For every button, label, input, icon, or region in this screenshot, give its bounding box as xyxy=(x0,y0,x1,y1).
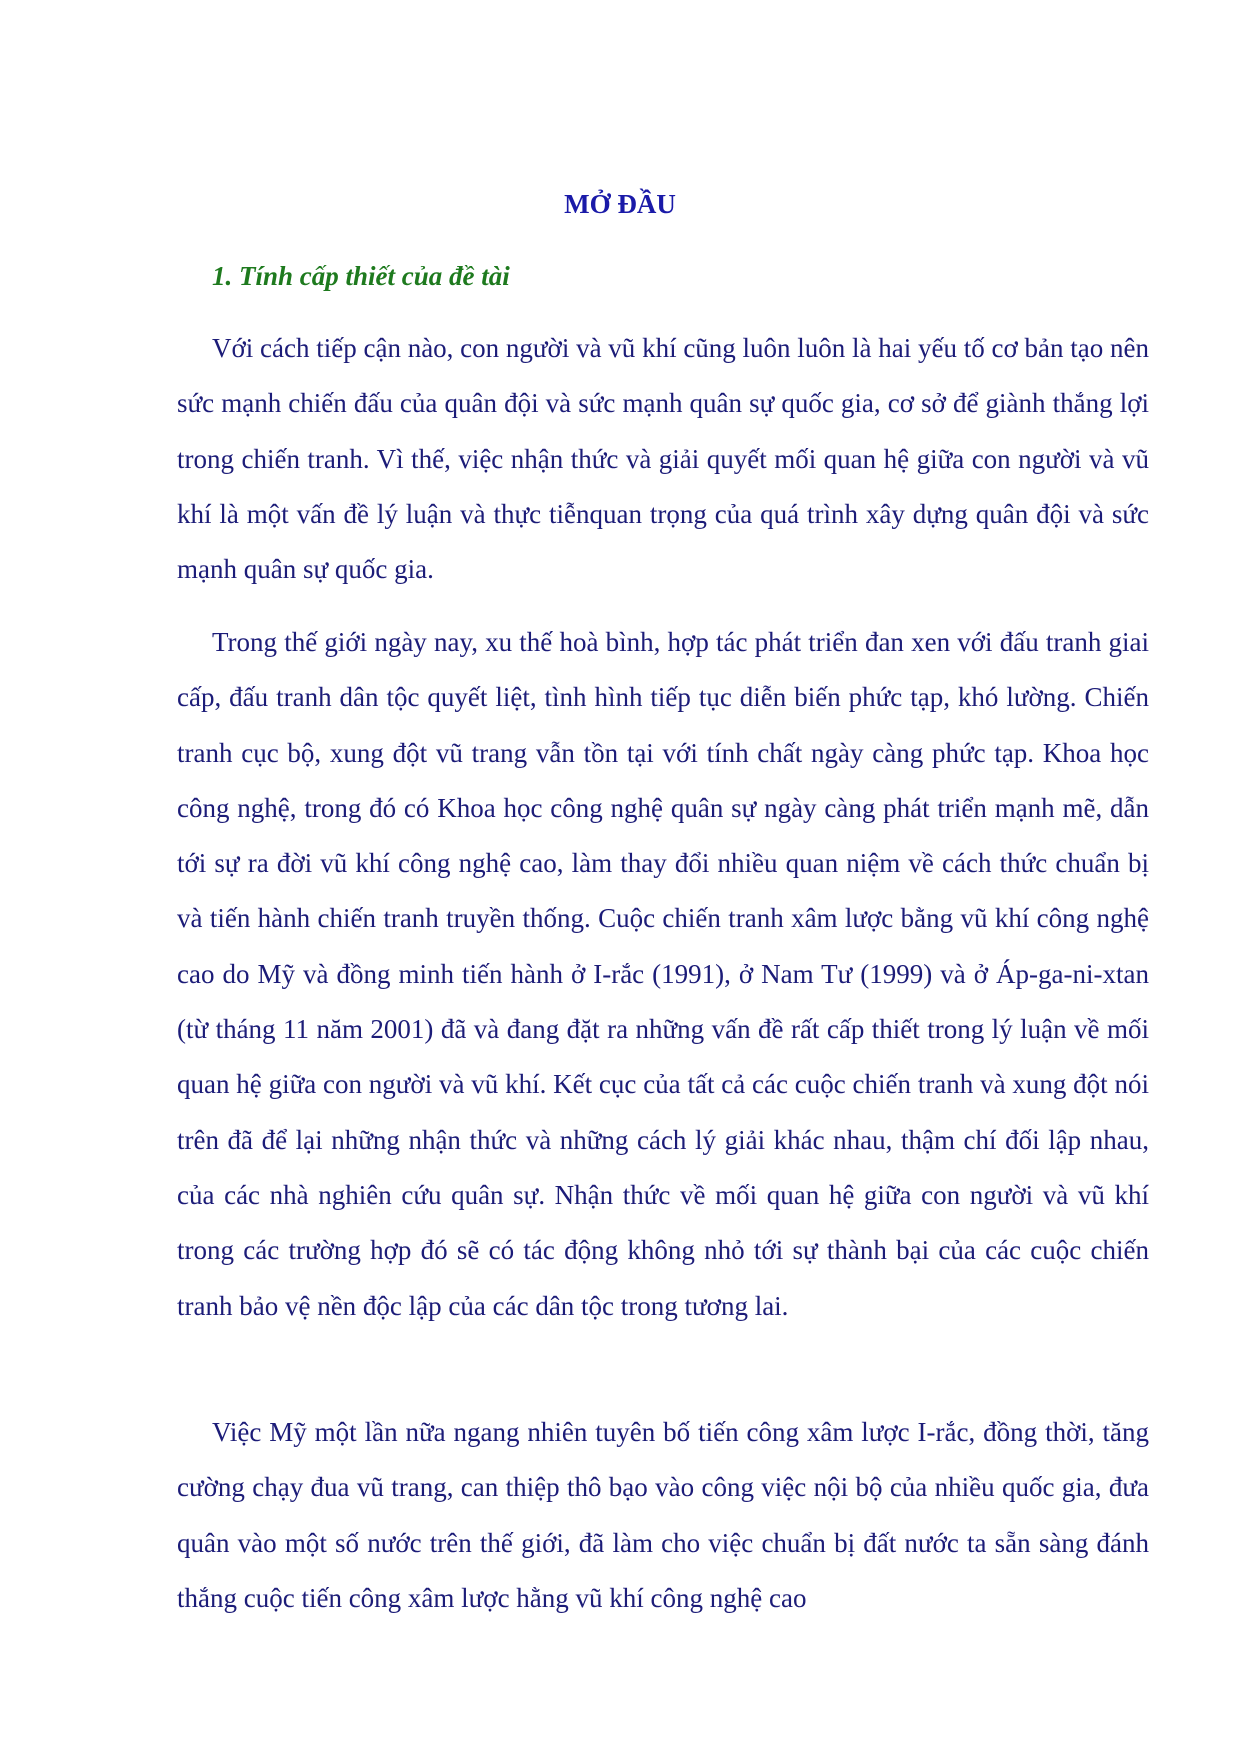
paragraph-3: Việc Mỹ một lần nữa ngang nhiên tuyên bố tiến công xâm lược I-rắc, đồng thời, tăng cường chạy đua vũ trang, can thiệp thô bạo vào công việc nội bộ của nhiều quốc gia, đưa quân vào một số nước trên thế giới, đã làm cho việc chuẩn bị đất nước ta sẵn sàng đánh thắng cuộc tiến công xâm lược hằng vũ khí công nghệ cao xyxy=(177,1417,1149,1613)
paragraph-2: Trong thế giới ngày nay, xu thế hoà bình, hợp tác phát triển đan xen với đấu tranh giai cấp, đấu tranh dân tộc quyết liệt, tình hình tiếp tục diễn biến phức tạp, khó lường. Chiến tranh cục bộ, xung đột vũ trang vẫn tồn tại với tính chất ngày càng phức tạp. Khoa học công nghệ, trong đó có Khoa học công nghệ quân sự ngày càng phát triển mạnh mẽ, dẫn tới sự ra đời vũ khí công nghệ cao, làm thay đổi nhiều quan niệm về cách thức chuẩn bị và tiến hành chiến tranh truyền thống. Cuộc chiến tranh xâm lược bằng vũ khí công nghệ cao do Mỹ và đồng minh tiến hành ở I-rắc (1991), ở Nam Tư (1999) và ở Áp-ga-ni-xtan (từ tháng 11 năm 2001) đã và đang đặt ra những vấn đề rất cấp thiết trong lý luận về mối quan hệ giữa con người và vũ khí. Kết cục của tất cả các cuộc chiến tranh và xung đột nói trên đã để lại những nhận thức và những cách lý giải khác nhau, thậm chí đối lập nhau, của các nhà nghiên cứu quân sự. Nhận thức về mối quan hệ giữa con người và vũ khí trong các trường hợp đó sẽ có tác động không nhỏ tới sự thành bại của các cuộc chiến tranh bảo vệ nền độc lập của các dân tộc trong tương lai. xyxy=(177,627,1149,1321)
paragraph-1: Với cách tiếp cận nào, con người và vũ khí cũng luôn luôn là hai yếu tố cơ bản tạo nên sức mạnh chiến đấu của quân đội và sức mạnh quân sự quốc gia, cơ sở để giành thắng lợi trong chiến tranh. Vì thế, việc nhận thức và giải quyết mối quan hệ giữa con người và vũ khí là một vấn đề lý luận và thực tiễnquan trọng của quá trình xây dựng quân đội và sức mạnh quân sự quốc gia. xyxy=(177,333,1149,585)
document-title: MỞ ĐẦU xyxy=(564,189,676,219)
section-heading: 1. Tính cấp thiết của đề tài xyxy=(212,261,510,291)
